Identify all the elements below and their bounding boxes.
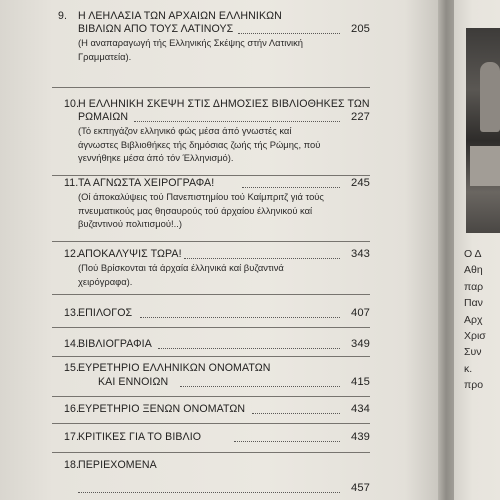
toc-entry: [52, 307, 370, 320]
entry-number: 12.: [64, 248, 80, 260]
toc-entry: [52, 248, 370, 288]
description-line: Γραμματεία).: [78, 50, 132, 62]
toc-entry: [52, 98, 370, 165]
page-number: 415: [351, 376, 370, 388]
dot-leader: [242, 187, 340, 188]
dot-leader: [234, 441, 340, 442]
entry-title: ΡΩΜΑΙΩΝ: [78, 111, 129, 123]
toc-entry: [52, 403, 370, 416]
entry-number: 16.: [64, 403, 80, 415]
photo-figure: [480, 62, 500, 132]
entry-title: ΒΙΒΛΙΟΓΡΑΦΙΑ: [78, 338, 152, 350]
toc-entry: [52, 431, 370, 444]
page-number: 434: [351, 403, 370, 415]
entry-number: 10.: [64, 98, 80, 110]
description-line: (Η αναπαραγωγή τής Ελληνικής Σκέψης στήν Λατινική: [78, 37, 304, 48]
entry-description: [78, 190, 370, 231]
entry-title-line: [52, 111, 370, 124]
page-number: 343: [351, 248, 370, 260]
entry-title-line: [52, 459, 370, 472]
caption-line: Παν: [464, 297, 483, 310]
toc-entry: [52, 362, 370, 389]
entry-title-line: [52, 307, 370, 320]
caption-line: Χρισ: [464, 330, 486, 343]
description-line: (Πού Βρίσκονται τά άρχαία έλληνικά καί βυζαντινά: [78, 262, 284, 273]
caption-line: Ο Δ: [464, 248, 482, 260]
toc-entry: [52, 10, 370, 63]
divider: [52, 327, 370, 328]
entry-title: ΚΑΙ ΕΝΝΟΙΩΝ: [98, 376, 169, 388]
entry-title-line: [52, 362, 370, 375]
toc-entry: [52, 338, 370, 351]
right-page: [454, 0, 500, 500]
entry-title-line: [52, 403, 370, 416]
divider: [52, 396, 370, 397]
dot-leader: [180, 386, 340, 387]
caption-line: κ.: [464, 362, 473, 375]
entry-title: ΤΑ ΑΓΝΩΣΤΑ ΧΕΙΡΟΓΡΑΦΑ!: [78, 177, 215, 189]
dot-leader: [140, 317, 340, 318]
dot-leader: [158, 348, 340, 349]
dot-leader: [184, 258, 340, 259]
entry-title-line: [52, 10, 370, 23]
entry-title-line: [52, 431, 370, 444]
caption-line: προ: [464, 379, 484, 392]
description-line: γεννήθηκε μέσα άπό τόν Έλληνισμό).: [78, 152, 234, 164]
dot-leader: [238, 33, 340, 34]
entry-description: [78, 36, 370, 63]
photograph: [466, 28, 500, 233]
entry-description: [78, 124, 370, 165]
divider: [52, 175, 370, 176]
entry-title-line: [52, 338, 370, 351]
toc-entry: [52, 459, 370, 495]
entry-title: ΠΕΡΙΕΧΟΜΕΝΑ: [78, 459, 157, 471]
divider: [52, 452, 370, 453]
caption-line: παρ: [464, 280, 484, 293]
caption-line: Αθη: [464, 264, 483, 277]
divider: [52, 241, 370, 242]
toc-entry: [52, 177, 370, 231]
entry-number: 17.: [64, 431, 80, 443]
entry-number: 11.: [64, 177, 79, 189]
entry-title: ΚΡΙΤΙΚΕΣ ΓΙΑ ΤΟ ΒΙΒΛΙΟ: [78, 431, 202, 443]
entry-description: [78, 261, 370, 288]
page-number: 407: [351, 307, 370, 319]
page-number: 245: [351, 177, 370, 189]
entry-title-line: [52, 248, 370, 261]
caption-line: Συν: [464, 346, 482, 359]
entry-title: ΕΠΙΛΟΓΟΣ: [78, 307, 133, 319]
photo-caption: [464, 246, 500, 394]
entry-number: 15.: [64, 362, 80, 374]
entry-title: Η ΛΕΗΛΑΣΙΑ ΤΩΝ ΑΡΧΑΙΩΝ ΕΛΛΗΝΙΚΩΝ: [78, 10, 282, 22]
entry-number: 9.: [58, 10, 68, 22]
entry-number: 13.: [64, 307, 80, 319]
dot-leader: [134, 121, 340, 122]
entry-title-line: [52, 376, 370, 389]
page-number: 349: [351, 338, 370, 350]
entry-title: ΕΥΡΕΤΗΡΙΟ ΞΕΝΩΝ ΟΝΟΜΑΤΩΝ: [78, 403, 246, 415]
entry-title-line: [52, 482, 370, 495]
description-line: (Οί άποκαλύψεις τού Πανεπιστημίου τού Καίμπριτζ γιά τούς: [78, 191, 324, 202]
description-line: βυζαντινού πολιτισμού!..): [78, 218, 182, 230]
entry-number: 18.: [64, 459, 80, 471]
entry-title-line: [52, 98, 370, 111]
divider: [52, 87, 370, 88]
divider: [52, 356, 370, 357]
dot-leader: [78, 492, 340, 493]
description-line: χειρόγραφα).: [78, 275, 133, 287]
divider: [52, 294, 370, 295]
entry-number: 14.: [64, 338, 80, 350]
entry-title-line: [52, 23, 370, 36]
entry-title: ΑΠΟΚΑΛΥΨΙΣ ΤΩΡΑ!: [78, 248, 182, 260]
description-line: άγνωστες Βιβλιοθήκες τής δημόσιας ζωής τής Ρώμης, πού: [78, 138, 321, 150]
description-line: πνευματικούς μας θησαυρούς τού άρχαίου έλληνικού καί: [78, 204, 313, 216]
description-line: (Τό εκπηγάζον ελληνικό φώς μέσα άπό γνωστές καί: [78, 125, 292, 136]
caption-line: Αρχ: [464, 313, 483, 326]
photo-figure: [470, 146, 500, 186]
page-number: 457: [351, 482, 370, 494]
entry-title: ΒΙΒΛΙΩΝ ΑΠΟ ΤΟΥΣ ΛΑΤΙΝΟΥΣ: [78, 23, 234, 35]
page-number: 227: [351, 111, 370, 123]
entry-title: ΕΥΡΕΤΗΡΙΟ ΕΛΛΗΝΙΚΩΝ ΟΝΟΜΑΤΩΝ: [78, 362, 271, 374]
dot-leader: [252, 413, 340, 414]
divider: [52, 423, 370, 424]
page-number: 439: [351, 431, 370, 443]
entry-title-line: [52, 177, 370, 190]
page-number: 205: [351, 23, 370, 35]
entry-title: Η ΕΛΛΗΝΙΚΗ ΣΚΕΨΗ ΣΤΙΣ ΔΗΜΟΣΙΕΣ ΒΙΒΛΙΟΘΗΚΕΣ ΤΩΝ: [78, 98, 370, 110]
